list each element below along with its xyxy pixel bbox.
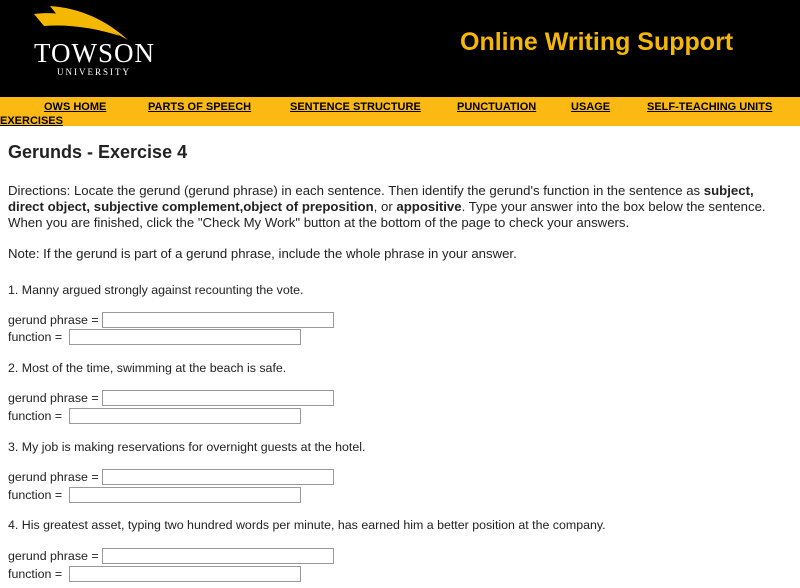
gerund-phrase-label-2: gerund phrase = — [8, 391, 99, 405]
directions-text — [8, 183, 792, 231]
gerund-phrase-input-3[interactable] — [102, 469, 334, 485]
function-label-1: function = — [8, 330, 63, 344]
nav-punctuation[interactable]: PUNCTUATION — [457, 101, 537, 113]
directions-part-1: Directions: Locate the gerund (gerund phrase) in each sentence. Then identify the gerund's function in the sentence as — [8, 183, 704, 198]
question-1-text: 1. Manny argued strongly against recounting the vote. — [8, 283, 304, 297]
function-label-3: function = — [8, 488, 63, 502]
question-2-text: 2. Most of the time, swimming at the beach is safe. — [8, 361, 287, 375]
function-label-2: function = — [8, 409, 63, 423]
nav-parts-of-speech[interactable]: PARTS OF SPEECH — [148, 101, 252, 113]
question-4-text: 4. His greatest asset, typing two hundred words per minute, has earned him a better position at the company. — [8, 518, 606, 532]
site-header — [0, 0, 800, 97]
logo-subtitle: UNIVERSITY — [57, 67, 131, 77]
question-3-text: 3. My job is making reservations for overnight guests at the hotel. — [8, 440, 366, 454]
nav-self-teaching-units[interactable]: SELF-TEACHING UNITS — [647, 101, 773, 113]
directions-bold-appositive: appositive — [396, 199, 462, 214]
directions-part-2: . Type your answer into the box below the sentence. When you are finished, click the "Check My Work" button at the bottom of the page to check your answers. — [8, 199, 766, 230]
function-input-3[interactable] — [69, 487, 301, 503]
nav-sentence-structure[interactable]: SENTENCE STRUCTURE — [290, 101, 421, 113]
directions-bold-functions: subject, direct object, subjective complement,object of preposition — [8, 183, 754, 214]
nav-ows-home[interactable]: OWS HOME — [44, 101, 107, 113]
gerund-phrase-input-1[interactable] — [102, 312, 334, 328]
directions-or: , or — [373, 199, 397, 214]
nav-usage[interactable]: USAGE — [571, 101, 611, 113]
gerund-phrase-input-2[interactable] — [102, 390, 334, 406]
main-nav — [0, 97, 800, 126]
gerund-phrase-input-4[interactable] — [102, 548, 334, 564]
function-input-2[interactable] — [69, 408, 301, 424]
function-label-4: function = — [8, 567, 63, 581]
note-text: Note: If the gerund is part of a gerund phrase, include the whole phrase in your answer. — [8, 246, 517, 261]
gerund-phrase-label-3: gerund phrase = — [8, 470, 99, 484]
gerund-phrase-label-1: gerund phrase = — [8, 313, 99, 327]
logo-wordmark: TOWSON — [34, 38, 156, 68]
gerund-phrase-label-4: gerund phrase = — [8, 549, 99, 563]
nav-exercises[interactable]: EXERCISES — [0, 115, 63, 127]
function-input-1[interactable] — [69, 329, 301, 345]
site-title: Online Writing Support — [460, 28, 734, 56]
page-title: Gerunds - Exercise 4 — [8, 142, 188, 162]
function-input-4[interactable] — [69, 566, 301, 582]
